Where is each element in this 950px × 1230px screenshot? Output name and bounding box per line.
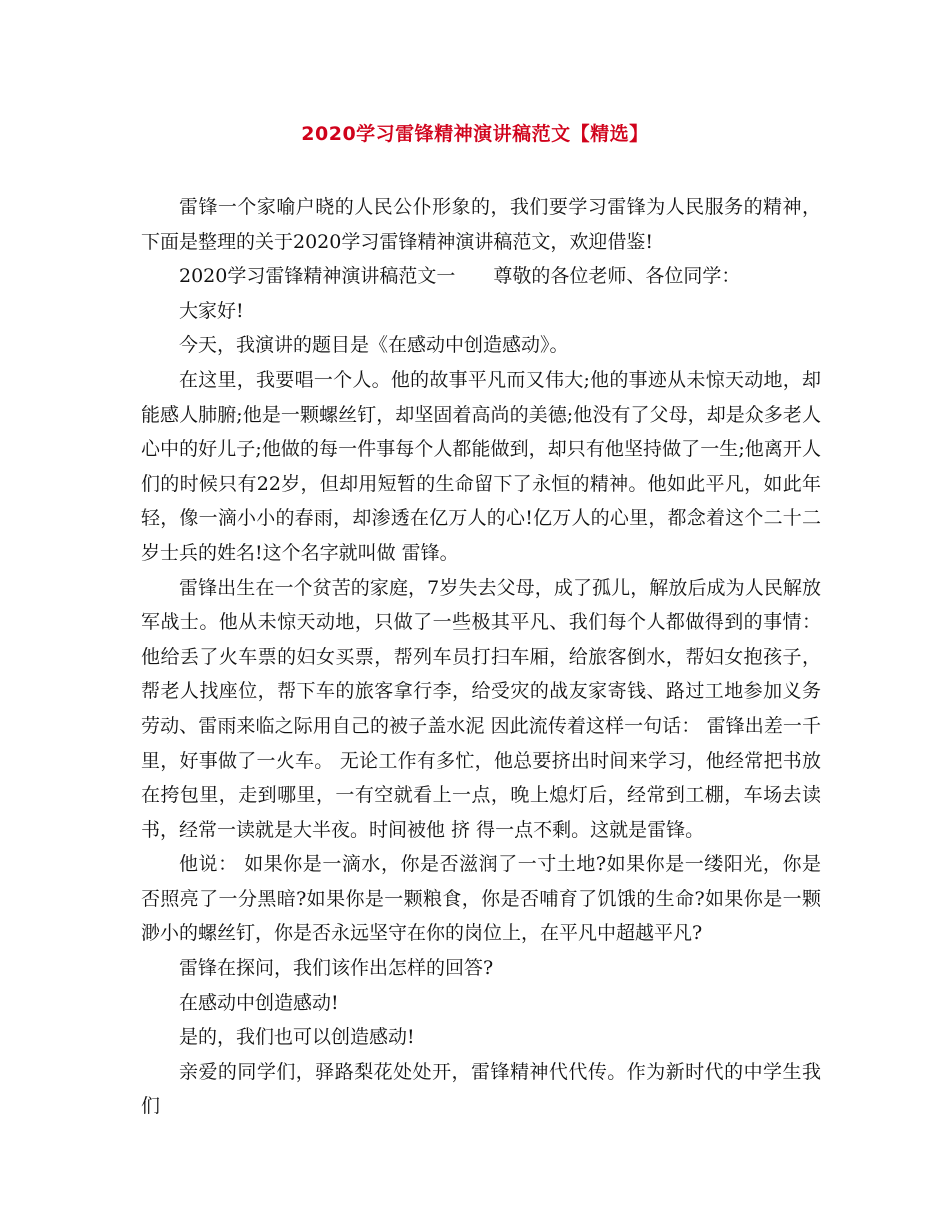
paragraph: 雷锋出生在一个贫苦的家庭，7岁失去父母，成了孤儿，解放后成为人民解放军战士。他从未惊天动地，只做了一些极其平凡、我们每个人都做得到的事情：他给丢了火车票的妇女买票，帮列车员打扫车厢，给旅客倒水，帮妇女抱孩子，帮老人找座位，帮下车的旅客拿行李，给受灾的战友家寄钱、路过工地参加义务劳动、雷雨来临之际用自己的被子盖水泥 因此流传着这样一句话： 雷锋出差一千里，好事做了一火车。 无论工作有多忙，他总要挤出时间来学习，他经常把书放在挎包里，走到哪里，一有空就看上一点，晚上熄灯后，经常到工棚，车场去读书，经常一读就是大半夜。时间被他 挤 得一点不剩。这就是雷锋。 (141, 576, 821, 841)
paragraph: 亲爱的同学们，驿路梨花处处开，雷锋精神代代传。作为新时代的中学生我们 (141, 1060, 821, 1118)
paragraph: 雷锋一个家喻户晓的人民公仆形象的，我们要学习雷锋为人民服务的精神，下面是整理的关于2020学习雷锋精神演讲稿范文，欢迎借鉴! (141, 196, 821, 253)
paragraph: 2020学习雷锋精神演讲稿范文一 尊敬的各位老师、各位同学： (179, 265, 741, 288)
paragraph: 大家好! (179, 299, 244, 322)
document-title: 2020学习雷锋精神演讲稿范文【精选】 (301, 123, 649, 145)
document-body (141, 190, 821, 1124)
paragraph: 雷锋在探问，我们该作出怎样的回答? (179, 957, 494, 980)
paragraph: 在这里，我要唱一个人。他的故事平凡而又伟大;他的事迹从未惊天动地，却能感人肺腑;他是一颗螺丝钉，却坚固着高尚的美德;他没有了父母，却是众多老人心中的好儿子;他做的每一件事每个人都能做到，却只有他坚持做了一生;他离开人们的时候只有22岁，但却用短暂的生命留下了永恒的精神。他如此平凡，如此年轻，像一滴小小的春雨，却渗透在亿万人的心!亿万人的心里，都念着这个二十二岁士兵的姓名!这个名字就叫做 雷锋。 (141, 368, 821, 564)
paragraph: 他说： 如果你是一滴水，你是否滋润了一寸土地?如果你是一缕阳光，你是否照亮了一分黑暗?如果你是一颗粮食，你是否哺育了饥饿的生命?如果你是一颗渺小的螺丝钉，你是否永远坚守在你的岗位上，在平凡中超越平凡? (141, 853, 821, 945)
paragraph: 今天，我演讲的题目是《在感动中创造感动》。 (179, 334, 569, 357)
paragraph: 是的，我们也可以创造感动! (179, 1026, 415, 1049)
paragraph: 在感动中创造感动! (179, 991, 339, 1014)
